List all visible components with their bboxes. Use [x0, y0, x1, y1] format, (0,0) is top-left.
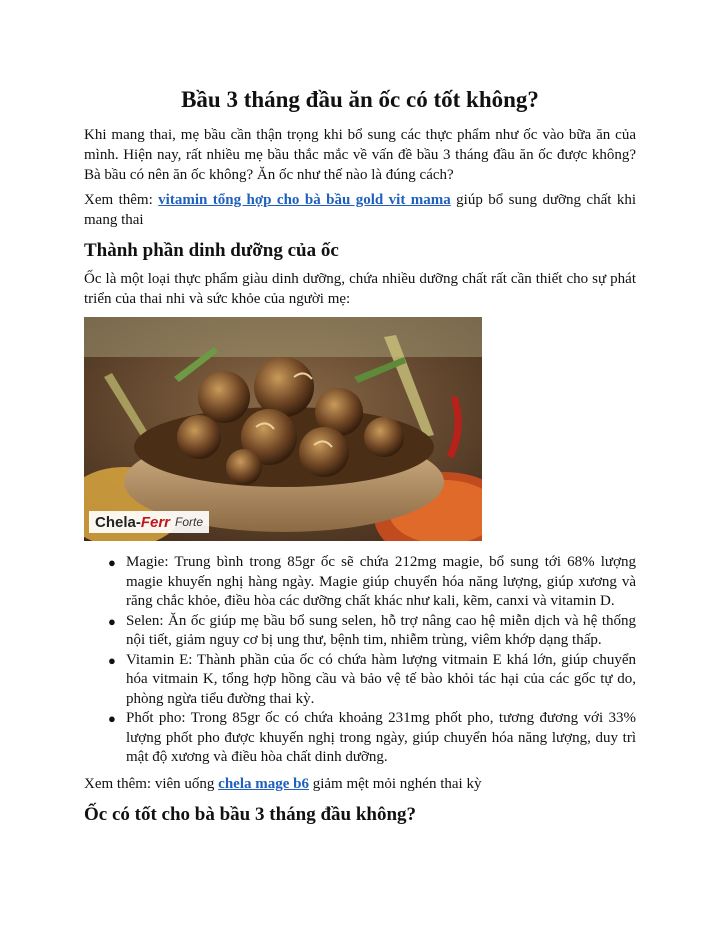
list-item: ● Vitamin E: Thành phần của ốc có chứa hàm lượng vitmain E khá lớn, giúp chuyển hóa vitmain K, tổng hợp hồng cầu và bảo vệ tế bào khỏi tác hại của các gốc tự do, phòng ngừa tiểu đường thai kỳ. — [108, 651, 636, 707]
snail-dish-illustration — [84, 317, 482, 541]
chela-mage-b6-link[interactable]: chela mage b6 — [218, 776, 309, 792]
chela-ferr-forte-logo: Chela- Ferr Forte — [89, 511, 209, 533]
bullet-icon: ● — [108, 711, 116, 726]
section-heading-nutrition: Thành phần dinh dưỡng của ốc — [84, 240, 339, 261]
intro-paragraph: Khi mang thai, mẹ bầu cần thận trọng khi bổ sung các thực phẩm như ốc vào bữa ăn của mình. Hiện nay, rất nhiều mẹ bầu thắc mắc về vấn đề bầu 3 tháng đầu ăn ốc được không? Bà bầu có nên ăn ốc không? Ăn ốc như thế nào là đúng cách? — [84, 127, 636, 183]
nutrition-bullet-list — [84, 553, 636, 768]
bullet-icon: ● — [108, 613, 116, 629]
see-more-suffix: giảm mệt mỏi nghén thai kỳ — [308, 776, 482, 792]
see-more-suffix: giúp bổ sung dưỡng chất khi mang thai — [84, 192, 637, 228]
see-more-paragraph-1 — [84, 190, 636, 230]
nutrition-intro-paragraph: Ốc là một loại thực phẩm giàu dinh dưỡng, chứa nhiều dưỡng chất rất cần thiết cho sự phát triển của thai nhi và sức khỏe của người mẹ: — [84, 271, 636, 307]
see-more-prefix: Xem thêm: — [84, 192, 159, 208]
list-item: ● Selen: Ăn ốc giúp mẹ bầu bổ sung selen, hỗ trợ nâng cao hệ miễn dịch và hệ thống nội tiết, giảm nguy cơ bị ung thư, bệnh tim, nhiễm trùng, viêm khớp dạng thấp. — [108, 612, 636, 648]
list-item: ● Magie: Trung bình trong 85gr ốc sẽ chứa 212mg magie, bổ sung tới 68% lượng magie khuyến nghị hàng ngày. Magie giúp chuyển hóa năng lượng, giúp xương và răng chắc khỏe, điều hòa các dưỡng chất khác như kali, kẽm, canxi và vitamin D. — [108, 554, 636, 609]
bullet-icon: ● — [108, 652, 116, 668]
see-more-prefix: Xem thêm: viên uống — [84, 776, 219, 792]
list-item: ● Phốt pho: Trong 85gr ốc có chứa khoảng 231mg phốt pho, tương đương với 33% lượng phốt pho được khuyến nghị trong ngày, giúp chuyển hóa năng lượng, duy trì mật độ xương và điều hòa chất dinh dưỡng. — [108, 710, 636, 765]
page-title: Bầu 3 tháng đầu ăn ốc có tốt không? — [181, 87, 539, 112]
snail-dish-photo — [84, 317, 482, 541]
section-heading-suitability: Ốc có tốt cho bà bầu 3 tháng đầu không? — [84, 804, 417, 825]
see-more-paragraph-2 — [84, 774, 636, 794]
gold-vit-mama-link[interactable]: vitamin tổng hợp cho bà bầu gold vit mama — [158, 192, 451, 208]
bullet-icon: ● — [108, 555, 116, 570]
